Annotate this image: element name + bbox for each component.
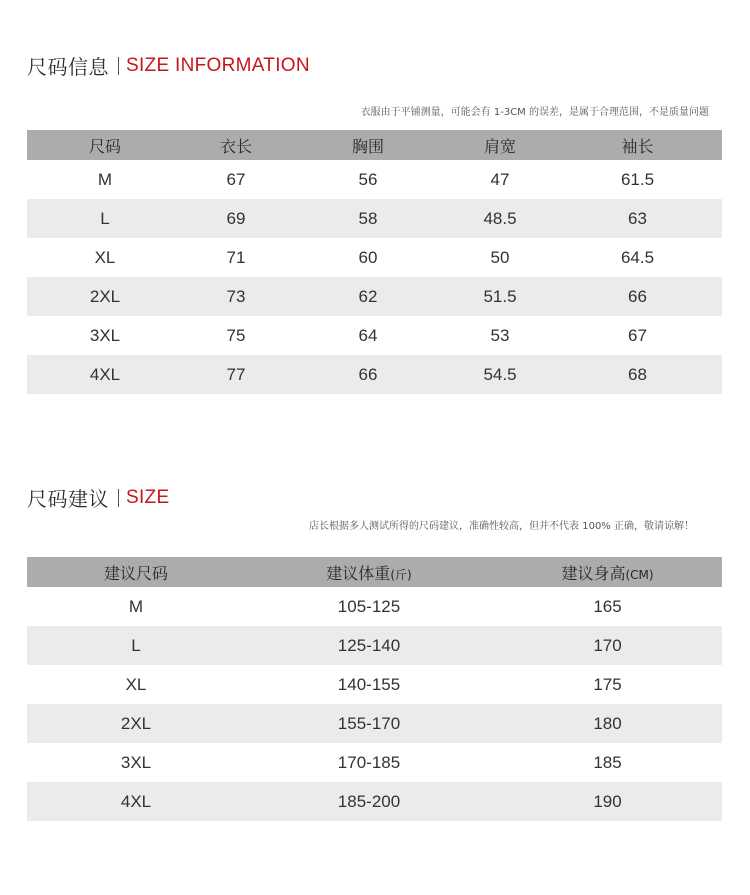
cell-advice-height: 190 <box>593 791 622 811</box>
col-header-chest: 胸围 <box>351 136 384 156</box>
col-header-length: 衣长 <box>219 136 252 156</box>
size-advice-title-cn: 尺码建议 <box>27 487 109 511</box>
cell-shoulder: 53 <box>490 325 510 345</box>
cell-sleeve: 68 <box>628 364 647 384</box>
cell-length: 71 <box>226 247 246 267</box>
col-header-size: 尺码 <box>88 136 121 156</box>
cell-shoulder: 48.5 <box>483 208 517 228</box>
col-header-sleeve: 袖长 <box>621 136 654 156</box>
cell-size: 2XL <box>89 286 121 306</box>
cell-advice-weight: 125-140 <box>337 635 401 655</box>
cell-advice-size: 2XL <box>120 713 152 733</box>
cell-size: 4XL <box>89 364 121 384</box>
cell-shoulder: 50 <box>490 247 510 267</box>
cell-sleeve: 64.5 <box>620 247 655 267</box>
cell-advice-size: XL <box>125 674 147 694</box>
cell-size: XL <box>94 247 116 267</box>
cell-length: 75 <box>226 325 246 345</box>
size-advice-title-en: SIZE <box>126 486 170 508</box>
cell-chest: 56 <box>358 169 378 189</box>
table-row <box>27 238 722 277</box>
col-header-advice-height <box>493 557 722 587</box>
cell-advice-height: 185 <box>593 752 622 772</box>
cell-sleeve: 66 <box>628 286 647 306</box>
cell-size: L <box>100 208 110 228</box>
cell-chest: 60 <box>358 247 378 267</box>
cell-size: 3XL <box>89 325 121 345</box>
table-row <box>27 665 722 704</box>
cell-length: 67 <box>226 169 246 189</box>
cell-advice-size: 4XL <box>120 791 152 811</box>
cell-advice-weight: 170-185 <box>337 752 401 772</box>
table-row <box>27 199 722 238</box>
cell-advice-size: L <box>131 635 141 655</box>
cell-advice-weight: 185-200 <box>337 791 401 811</box>
size-advice-header-row <box>27 557 722 587</box>
header-label: 建议体重 <box>326 563 391 583</box>
header-label: 建议尺码 <box>103 563 168 583</box>
header-label: 建议身高 <box>561 563 626 583</box>
size-advice-table <box>27 557 722 821</box>
title-divider <box>118 489 119 507</box>
table-row <box>27 316 722 355</box>
table-row <box>27 704 722 743</box>
cell-advice-weight: 140-155 <box>337 674 401 694</box>
title-divider <box>118 57 119 75</box>
table-row <box>27 782 722 821</box>
size-info-title-cn: 尺码信息 <box>27 55 109 79</box>
header-unit: (CM) <box>625 567 654 582</box>
cell-advice-weight: 155-170 <box>337 713 401 733</box>
cell-sleeve: 61.5 <box>620 169 655 189</box>
size-info-title <box>27 51 310 80</box>
cell-advice-height: 180 <box>593 713 622 733</box>
cell-advice-height: 175 <box>593 674 622 694</box>
cell-size: M <box>97 169 113 189</box>
cell-length: 73 <box>226 286 246 306</box>
size-advice-note: 店长根据多人测试所得的尺码建议，准确性较高，但并不代表 100% 正确，敬请谅解！ <box>309 521 694 532</box>
table-row <box>27 743 722 782</box>
col-header-advice-size <box>27 557 245 587</box>
size-info-note: 衣服由于平铺测量，可能会有 1-3CM 的误差，是属于合理范围，不是质量问题 <box>360 107 709 118</box>
cell-sleeve: 63 <box>628 208 647 228</box>
table-row <box>27 160 722 199</box>
table-row <box>27 587 722 626</box>
table-row <box>27 355 722 394</box>
cell-advice-height: 165 <box>593 596 622 616</box>
cell-chest: 62 <box>358 286 378 306</box>
cell-sleeve: 67 <box>628 325 647 345</box>
cell-advice-size: 3XL <box>120 752 152 772</box>
table-row <box>27 277 722 316</box>
cell-chest: 58 <box>358 208 378 228</box>
cell-shoulder: 51.5 <box>483 286 517 306</box>
cell-advice-weight: 105-125 <box>337 596 401 616</box>
cell-shoulder: 54.5 <box>483 364 517 384</box>
col-header-advice-weight <box>245 557 493 587</box>
header-unit: (斤) <box>390 567 412 582</box>
cell-chest: 64 <box>358 325 378 345</box>
col-header-shoulder: 肩宽 <box>483 136 516 156</box>
size-advice-title <box>27 483 169 512</box>
cell-advice-size: M <box>128 596 144 616</box>
size-info-header-row <box>27 130 722 160</box>
cell-chest: 66 <box>358 364 378 384</box>
size-info-title-en: SIZE INFORMATION <box>126 54 310 76</box>
table-row <box>27 626 722 665</box>
size-info-table <box>27 130 722 394</box>
cell-length: 77 <box>226 364 246 384</box>
cell-advice-height: 170 <box>593 635 622 655</box>
cell-length: 69 <box>226 208 246 228</box>
cell-shoulder: 47 <box>490 169 510 189</box>
